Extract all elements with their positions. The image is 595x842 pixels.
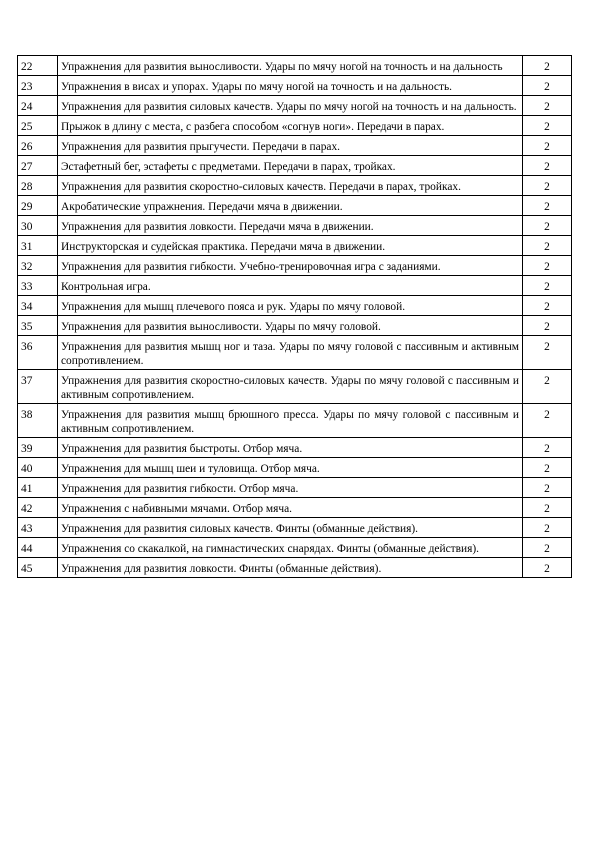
lesson-topic: Упражнения для развития ловкости. Передачи мяча в движении. bbox=[58, 216, 523, 236]
table-row bbox=[18, 76, 572, 96]
table-row bbox=[18, 156, 572, 176]
lesson-topic: Упражнения для развития ловкости. Финты (обманные действия). bbox=[58, 558, 523, 578]
lesson-topic: Упражнения для мышц плечевого пояса и рук. Удары по мячу головой. bbox=[58, 296, 523, 316]
lesson-number: 43 bbox=[18, 518, 58, 538]
lesson-number: 29 bbox=[18, 196, 58, 216]
lesson-number: 22 bbox=[18, 56, 58, 76]
lesson-hours: 2 bbox=[523, 256, 572, 276]
lesson-hours: 2 bbox=[523, 336, 572, 370]
table-row bbox=[18, 176, 572, 196]
table-row bbox=[18, 336, 572, 370]
lesson-hours: 2 bbox=[523, 116, 572, 136]
lesson-number: 35 bbox=[18, 316, 58, 336]
lesson-topic: Упражнения для развития выносливости. Удары по мячу ногой на точность и на дальность bbox=[58, 56, 523, 76]
table-row bbox=[18, 538, 572, 558]
lesson-topic: Упражнения для развития мышц брюшного пресса. Удары по мячу головой с пассивным и активным сопротивлением. bbox=[58, 404, 523, 438]
lesson-hours: 2 bbox=[523, 96, 572, 116]
lesson-topic: Упражнения для развития быстроты. Отбор мяча. bbox=[58, 438, 523, 458]
lesson-number: 34 bbox=[18, 296, 58, 316]
lesson-plan-table bbox=[17, 55, 572, 578]
lesson-hours: 2 bbox=[523, 296, 572, 316]
lesson-topic: Упражнения для развития гибкости. Учебно-тренировочная игра с заданиями. bbox=[58, 256, 523, 276]
table-row bbox=[18, 498, 572, 518]
table-row bbox=[18, 458, 572, 478]
lesson-hours: 2 bbox=[523, 404, 572, 438]
lesson-number: 31 bbox=[18, 236, 58, 256]
lesson-number: 37 bbox=[18, 370, 58, 404]
lesson-hours: 2 bbox=[523, 558, 572, 578]
lesson-hours: 2 bbox=[523, 216, 572, 236]
table-row bbox=[18, 276, 572, 296]
lesson-hours: 2 bbox=[523, 56, 572, 76]
lesson-hours: 2 bbox=[523, 276, 572, 296]
table-row bbox=[18, 316, 572, 336]
table-row bbox=[18, 196, 572, 216]
lesson-number: 42 bbox=[18, 498, 58, 518]
lesson-topic: Эстафетный бег, эстафеты с предметами. Передачи в парах, тройках. bbox=[58, 156, 523, 176]
lesson-topic: Упражнения для развития скоростно-силовых качеств. Передачи в парах, тройках. bbox=[58, 176, 523, 196]
lesson-number: 38 bbox=[18, 404, 58, 438]
table-row bbox=[18, 96, 572, 116]
lesson-topic: Упражнения с набивными мячами. Отбор мяча. bbox=[58, 498, 523, 518]
lesson-hours: 2 bbox=[523, 136, 572, 156]
lesson-topic: Упражнения для развития выносливости. Удары по мячу головой. bbox=[58, 316, 523, 336]
lesson-topic: Упражнения для развития скоростно-силовых качеств. Удары по мячу головой с пассивным и активным сопротивлением. bbox=[58, 370, 523, 404]
lesson-hours: 2 bbox=[523, 236, 572, 256]
table-row bbox=[18, 438, 572, 458]
table-row bbox=[18, 404, 572, 438]
lesson-topic: Контрольная игра. bbox=[58, 276, 523, 296]
lesson-number: 30 bbox=[18, 216, 58, 236]
lesson-number: 45 bbox=[18, 558, 58, 578]
table-row bbox=[18, 216, 572, 236]
lesson-hours: 2 bbox=[523, 76, 572, 96]
table-row bbox=[18, 256, 572, 276]
lesson-number: 28 bbox=[18, 176, 58, 196]
table-row bbox=[18, 370, 572, 404]
table-row bbox=[18, 236, 572, 256]
lesson-hours: 2 bbox=[523, 458, 572, 478]
lesson-number: 25 bbox=[18, 116, 58, 136]
lesson-topic: Упражнения для развития гибкости. Отбор мяча. bbox=[58, 478, 523, 498]
lesson-number: 24 bbox=[18, 96, 58, 116]
lesson-plan-body bbox=[18, 56, 572, 578]
lesson-hours: 2 bbox=[523, 498, 572, 518]
table-row bbox=[18, 56, 572, 76]
lesson-topic: Упражнения для развития прыгучести. Передачи в парах. bbox=[58, 136, 523, 156]
lesson-number: 41 bbox=[18, 478, 58, 498]
lesson-hours: 2 bbox=[523, 518, 572, 538]
table-row bbox=[18, 518, 572, 538]
lesson-topic: Прыжок в длину с места, с разбега способом «согнув ноги». Передачи в парах. bbox=[58, 116, 523, 136]
lesson-number: 36 bbox=[18, 336, 58, 370]
lesson-number: 32 bbox=[18, 256, 58, 276]
lesson-number: 33 bbox=[18, 276, 58, 296]
lesson-hours: 2 bbox=[523, 196, 572, 216]
lesson-hours: 2 bbox=[523, 316, 572, 336]
lesson-hours: 2 bbox=[523, 538, 572, 558]
lesson-topic: Упражнения для развития мышц ног и таза. Удары по мячу головой с пассивным и активным сопротивлением. bbox=[58, 336, 523, 370]
table-row bbox=[18, 296, 572, 316]
table-row bbox=[18, 116, 572, 136]
lesson-topic: Упражнения для развития силовых качеств. Удары по мячу ногой на точность и на дальность. bbox=[58, 96, 523, 116]
lesson-topic: Акробатические упражнения. Передачи мяча в движении. bbox=[58, 196, 523, 216]
lesson-number: 40 bbox=[18, 458, 58, 478]
lesson-number: 23 bbox=[18, 76, 58, 96]
lesson-number: 26 bbox=[18, 136, 58, 156]
lesson-topic: Упражнения для развития силовых качеств. Финты (обманные действия). bbox=[58, 518, 523, 538]
lesson-hours: 2 bbox=[523, 176, 572, 196]
lesson-hours: 2 bbox=[523, 438, 572, 458]
lesson-hours: 2 bbox=[523, 156, 572, 176]
lesson-topic: Упражнения для мышц шеи и туловища. Отбор мяча. bbox=[58, 458, 523, 478]
lesson-topic: Упражнения в висах и упорах. Удары по мячу ногой на точность и на дальность. bbox=[58, 76, 523, 96]
lesson-topic: Упражнения со скакалкой, на гимнастических снарядах. Финты (обманные действия). bbox=[58, 538, 523, 558]
lesson-topic: Инструкторская и судейская практика. Передачи мяча в движении. bbox=[58, 236, 523, 256]
lesson-hours: 2 bbox=[523, 370, 572, 404]
table-row bbox=[18, 478, 572, 498]
lesson-number: 27 bbox=[18, 156, 58, 176]
lesson-hours: 2 bbox=[523, 478, 572, 498]
table-row bbox=[18, 136, 572, 156]
lesson-number: 44 bbox=[18, 538, 58, 558]
table-row bbox=[18, 558, 572, 578]
lesson-number: 39 bbox=[18, 438, 58, 458]
